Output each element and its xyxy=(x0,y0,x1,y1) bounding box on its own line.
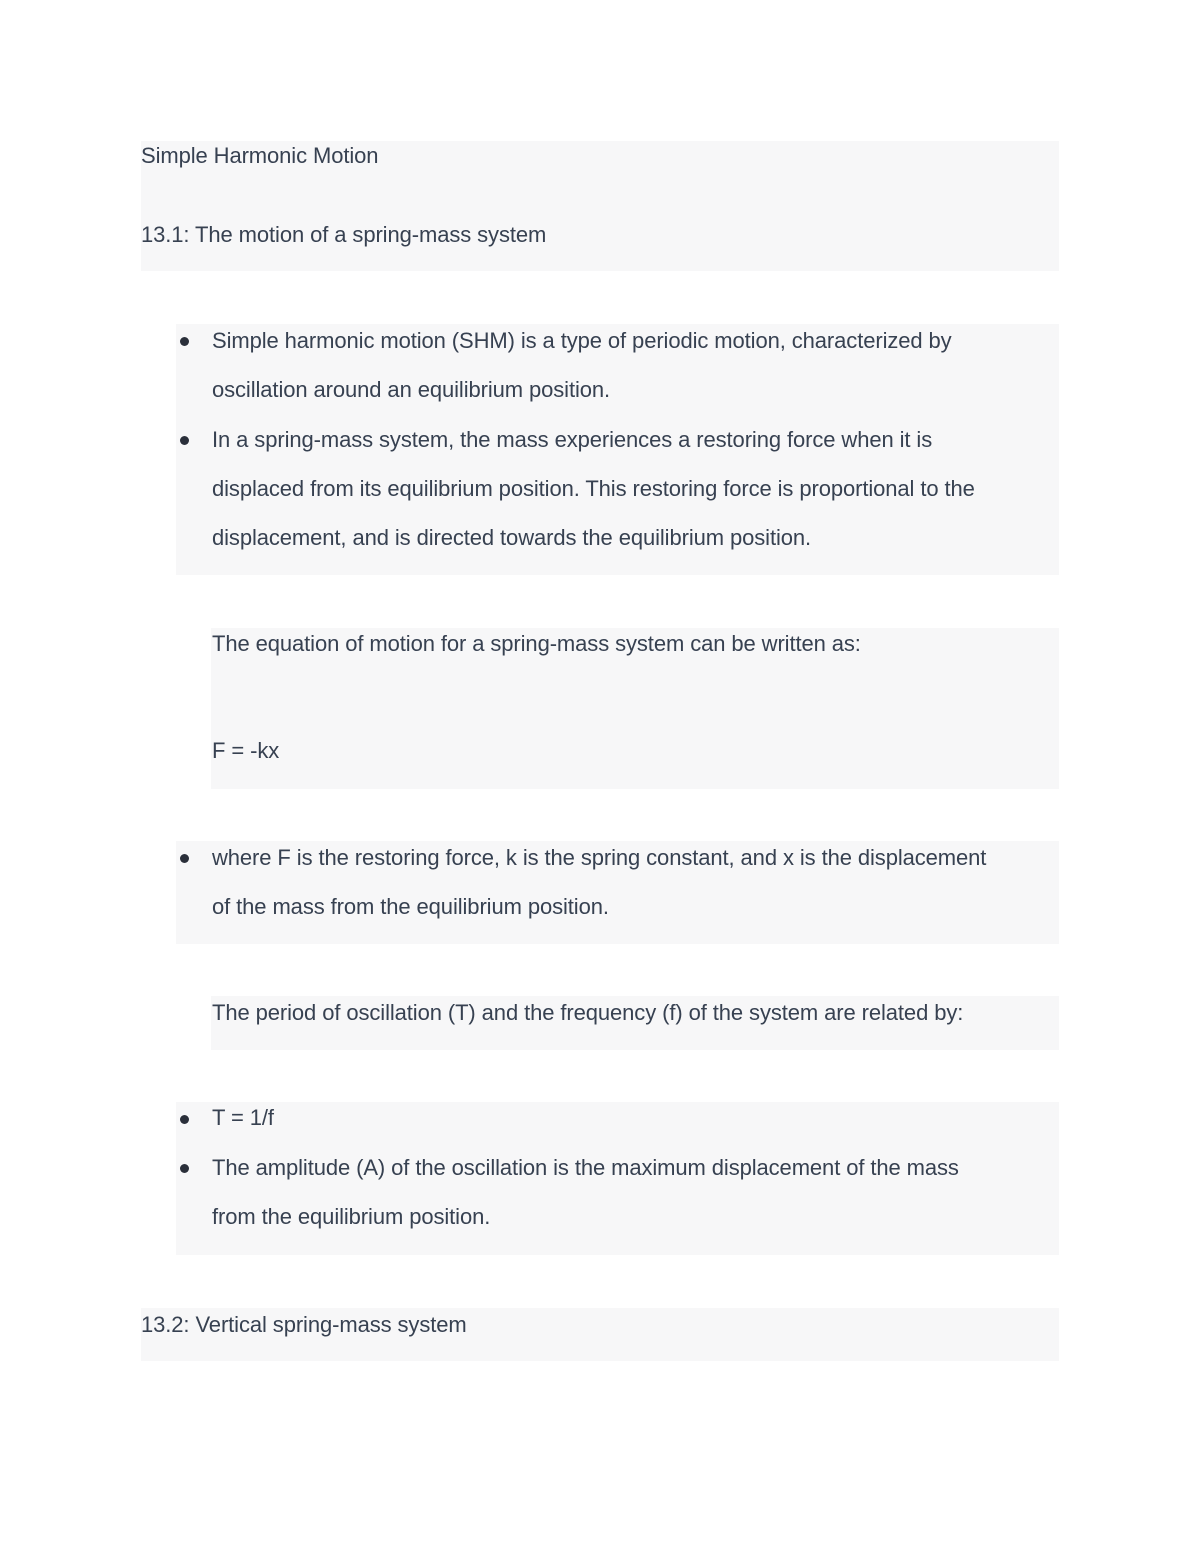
section-heading-13-2: 13.2: Vertical spring-mass system xyxy=(141,1312,467,1337)
equation: F = -kx xyxy=(212,738,280,763)
bullet-list-c xyxy=(176,1102,1059,1255)
period-intro: The period of oscillation (T) and the frequency (f) of the system are related by: xyxy=(212,1000,964,1025)
bullet-icon xyxy=(180,1164,189,1173)
section-heading-13-1: 13.1: The motion of a spring-mass system xyxy=(141,222,547,247)
equation-intro: The equation of motion for a spring-mass system can be written as: xyxy=(212,631,861,656)
bullet-icon xyxy=(180,854,189,863)
list-item-line: displacement, and is directed towards the equilibrium position. xyxy=(212,525,812,550)
list-item-line: where F is the restoring force, k is the spring constant, and x is the displacement xyxy=(212,845,987,870)
bullet-icon xyxy=(180,1115,189,1124)
equation-block xyxy=(211,628,1059,789)
list-item-line: In a spring-mass system, the mass experiences a restoring force when it is xyxy=(212,427,933,452)
title-block xyxy=(141,141,1059,271)
list-item-line: Simple harmonic motion (SHM) is a type of periodic motion, characterized by xyxy=(212,328,952,353)
list-item-line: oscillation around an equilibrium position. xyxy=(212,377,611,402)
list-item-line: displaced from its equilibrium position. This restoring force is proportional to the xyxy=(212,476,975,501)
list-item-line: The amplitude (A) of the oscillation is the maximum displacement of the mass xyxy=(212,1155,959,1180)
section-2-block xyxy=(141,1308,1059,1361)
document-title: Simple Harmonic Motion xyxy=(141,143,379,168)
bullet-list-a xyxy=(176,324,1059,575)
period-block xyxy=(211,996,1059,1050)
list-item-line: T = 1/f xyxy=(212,1105,274,1130)
list-item-line: from the equilibrium position. xyxy=(212,1204,491,1229)
list-item-line: of the mass from the equilibrium position. xyxy=(212,894,609,919)
bullet-icon xyxy=(180,436,189,445)
bullet-icon xyxy=(180,337,189,346)
bullet-list-b xyxy=(176,841,1059,944)
